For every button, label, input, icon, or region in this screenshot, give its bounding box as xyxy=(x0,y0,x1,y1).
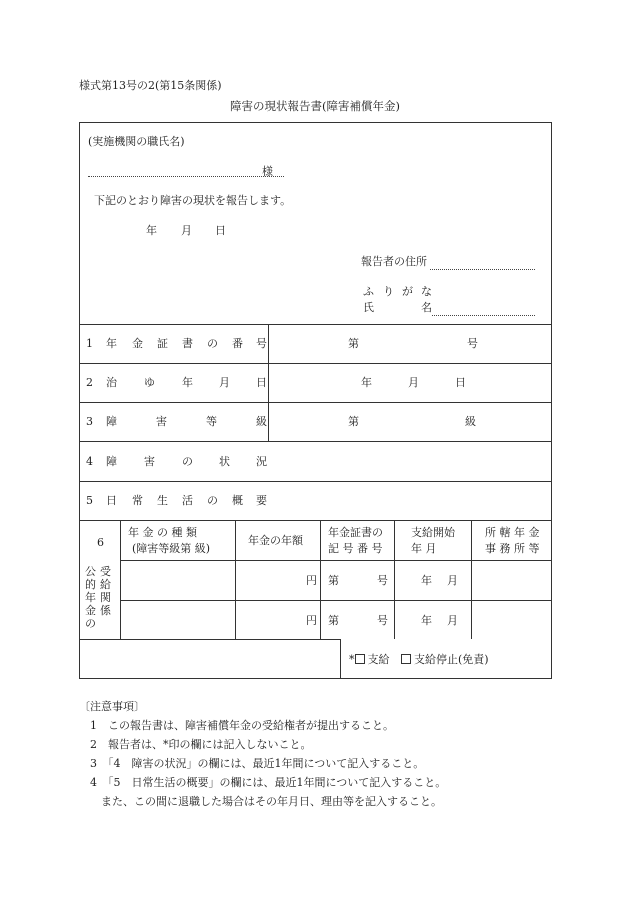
row-label-char: 要 xyxy=(256,494,267,507)
reporter-address-line[interactable] xyxy=(430,269,535,270)
row-label-char: 金 xyxy=(132,337,143,350)
pension-side-label-col2: 受 給 関 係 xyxy=(100,565,111,617)
row-label-char: 年 xyxy=(106,337,117,350)
checkbox-payment[interactable] xyxy=(355,654,365,664)
pension-side-label-col1: 公 的 年 金 の xyxy=(85,565,96,630)
row-label-char: 活 xyxy=(182,494,193,507)
row-number: 3 xyxy=(86,415,93,428)
start-date-header-2: 年 月 xyxy=(411,542,437,555)
furigana-char: り xyxy=(383,285,394,298)
reporter-address-label: 報告者の住所 xyxy=(361,255,427,268)
grade-dai: 第 xyxy=(348,415,359,428)
report-sentence: 下記のとおり障害の現状を報告します。 xyxy=(94,194,292,207)
checkbox-suspension[interactable] xyxy=(401,654,411,664)
name-label-char: 名 xyxy=(421,301,432,314)
row-label-char: の xyxy=(182,455,193,468)
cure-month-label: 月 xyxy=(408,376,419,389)
row-number: 1 xyxy=(86,337,93,350)
row-label-char: 番 xyxy=(232,337,243,350)
form-number-label: 様式第13号の2(第15条関係) xyxy=(79,79,222,92)
row-label-char: 害 xyxy=(144,455,155,468)
row-label-char: 級 xyxy=(256,415,267,428)
cert-code-header: 年金証書の xyxy=(328,526,383,539)
row-label-char: の xyxy=(207,494,218,507)
cert-dai: 第 xyxy=(328,574,339,587)
row-label-char: ゆ xyxy=(144,376,155,389)
office-header-2: 事 務 所 等 xyxy=(485,542,540,555)
grade-kyu: 級 xyxy=(465,415,476,428)
note-item: また、この間に退職した場合はその年月日、理由等を記入すること。 xyxy=(90,795,442,808)
row-number: 4 xyxy=(86,455,93,468)
row-label-char: 状 xyxy=(219,455,230,468)
note-item: 3 「4 障害の状況」の欄には、最近1年間について記入すること。 xyxy=(90,757,425,770)
section-6-number: 6 xyxy=(97,536,104,549)
cert-go: 号 xyxy=(377,614,388,627)
pension-type-header: 年 金 の 種 類 xyxy=(128,526,197,539)
official-use-row xyxy=(349,654,489,665)
row-label-char: の xyxy=(207,337,218,350)
asterisk-mark: * xyxy=(349,653,355,666)
start-year: 年 xyxy=(421,614,432,627)
agency-label: (実施機関の職氏名) xyxy=(88,135,185,148)
date-day-label: 日 xyxy=(215,224,226,237)
amount-yen: 円 xyxy=(306,574,317,587)
row-label-char: 害 xyxy=(156,415,167,428)
pension-grade-header: (障害等級第 級) xyxy=(132,542,211,555)
row-label-char: 生 xyxy=(157,494,168,507)
row-number: 2 xyxy=(86,376,93,389)
start-month: 月 xyxy=(447,574,458,587)
note-item: 2 報告者は、*印の欄には記入しないこと。 xyxy=(90,738,312,751)
start-date-header: 支給開始 xyxy=(411,526,455,539)
pension-amount-header: 年金の年額 xyxy=(248,534,303,547)
furigana-char: が xyxy=(402,285,413,298)
row-label-char: 概 xyxy=(232,494,243,507)
row-number: 5 xyxy=(86,494,93,507)
row-label-char: 障 xyxy=(106,455,117,468)
cert-code-header-2: 記 号 番 号 xyxy=(328,542,383,555)
row-label-char: 日 xyxy=(106,494,117,507)
row-label-char: 号 xyxy=(256,337,267,350)
furigana-char: な xyxy=(421,285,432,298)
row-label-char: 等 xyxy=(206,415,217,428)
date-year-label: 年 xyxy=(146,224,157,237)
row-label-char: 書 xyxy=(182,337,193,350)
cert-dai: 第 xyxy=(328,614,339,627)
row-label-char: 況 xyxy=(256,455,267,468)
cure-day-label: 日 xyxy=(455,376,466,389)
agency-name-line[interactable] xyxy=(88,176,284,177)
suspension-label: 支給停止(免責) xyxy=(414,653,489,666)
furigana-char: ふ xyxy=(363,285,374,298)
note-item: 4 「5 日常生活の概要」の欄には、最近1年間について記入すること。 xyxy=(90,776,447,789)
row-label-char: 月 xyxy=(219,376,230,389)
sama-label: 様 xyxy=(262,165,273,178)
office-header: 所 轄 年 金 xyxy=(485,526,540,539)
row-label-char: 障 xyxy=(106,415,117,428)
reporter-name-line[interactable] xyxy=(432,315,535,316)
cert-go: 号 xyxy=(377,574,388,587)
form-title: 障害の現状報告書(障害補償年金) xyxy=(230,99,400,113)
name-label-char: 氏 xyxy=(363,301,374,314)
report-form-frame xyxy=(79,122,552,679)
start-year: 年 xyxy=(421,574,432,587)
cert-number-go: 号 xyxy=(467,337,478,350)
row-label-char: 治 xyxy=(106,376,117,389)
row-label-char: 日 xyxy=(256,376,267,389)
row-label-char: 証 xyxy=(157,337,168,350)
cert-number-dai: 第 xyxy=(348,337,359,350)
payment-label: 支給 xyxy=(367,653,390,666)
cure-year-label: 年 xyxy=(361,376,372,389)
date-month-label: 月 xyxy=(181,224,192,237)
row-label-char: 常 xyxy=(132,494,143,507)
notes-heading: 〔注意事項〕 xyxy=(79,700,145,713)
start-month: 月 xyxy=(447,614,458,627)
amount-yen: 円 xyxy=(306,614,317,627)
note-item: 1 この報告書は、障害補償年金の受給権者が提出すること。 xyxy=(90,719,394,732)
row-label-char: 年 xyxy=(182,376,193,389)
